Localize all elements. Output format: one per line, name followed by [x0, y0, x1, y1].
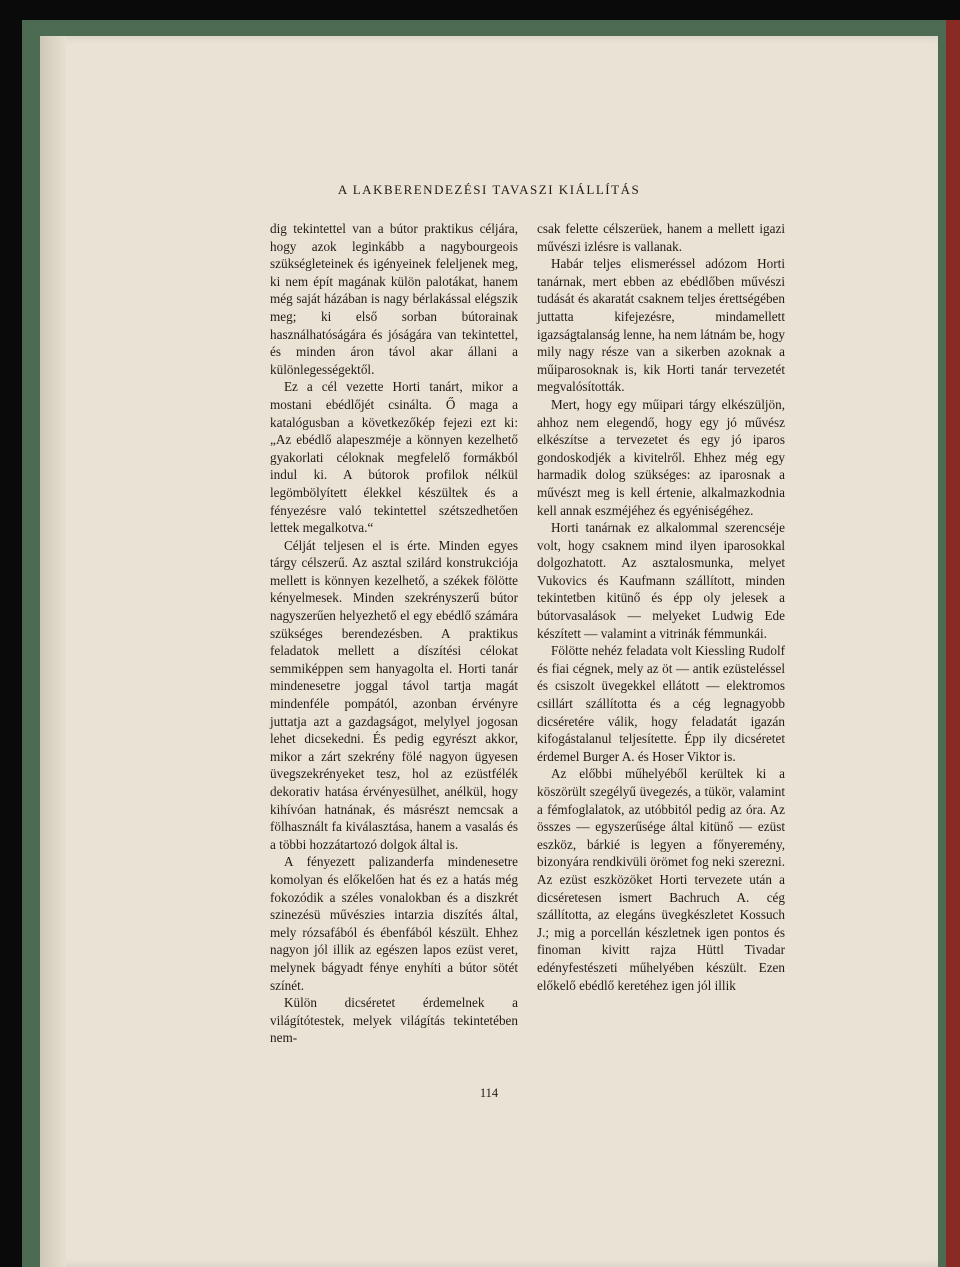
paragraph: dig tekintettel van a bútor praktikus céljára, hogy azok leginkább a nagybourgeois szükségleteinek és igényeinek feleljenek meg, ki nem épít magának külön palotákat, hanem még saját házában is nagy bérlakással elégszik meg; ki első sorban bútorainak használhatóságára és jóságára van tekintettel, és minden áron távol akar állani a különlegességektől.	[270, 221, 518, 377]
left-column	[270, 220, 518, 1047]
paragraph: Mert, hogy egy műipari tárgy elkészüljön, ahhoz nem elegendő, hogy egy jó művész elkészítse a tervezetet és egy jó iparos gondoskodjék a kivitelről. Ehhez még egy harmadik dolog szükséges: az iparosnak a művészt meg is kell értenie, alkalmazkodnia kell annak eszméjéhez és egyéniségéhez.	[537, 396, 785, 518]
book-spine-edge	[946, 20, 960, 1267]
paragraph: Külön dicséretet érdemelnek a világítótestek, melyek világítás tekintetében nem-	[270, 995, 518, 1046]
right-column	[537, 220, 785, 994]
paragraph: Célját teljesen el is érte. Minden egyes tárgy célszerű. Az asztal szilárd konstrukciója mellett is könnyen kezelhető, a székek fölötte kényelmesek. Minden szekrényszerű bútor nagyszerűen helyezhető el egy ebédlő számára szükséges berendezésben. A praktikus feladatok mellett a díszítési célokat semmiképpen sem hanyagolta el. Horti tanár mindenesetre joggal távol tartja magát mindenféle pompától, azonban érvényre juttatja azt a gazdagságot, melylyel jogosan lehet dicsekedni. És pedig egyrészt akkor, mikor a zárt szekrény fölé nagyon ügyesen üvegszekrényeket tesz, hol az ezüstfélék dekorativ hatása érvényesülhet, anélkül, hogy kihívóan hatnának, és másrészt nemcsak a fölhasznált fa kiválasztása, hanem a vasalás és a többi hozzátartozó dolgok által is.	[270, 537, 518, 852]
paragraph: Az előbbi műhelyéből kerültek ki a köszörült szegélyű üvegezés, a tükör, valamint a fémfoglalatok, az utóbbitól pedig az óra. Az összes — egyszerűsége által kitünő — ezüst eszköz, bárkié is legyen a főnyeremény, bizonyára rendkivüli örömet fog neki szerezni. Az ezüst eszközöket Horti tervezete után a dicséretesen ismert Bachruch A. cég szállította, az elegáns üvegkészletet Kossuch J.; mig a porcellán készletnek igen pontos és finoman kivitt rajza Hüttl Tivadar edényfestészeti műhelyében készült. Ezen előkelő ebédlő keretéhez igen jól illik	[537, 766, 785, 993]
paragraph: csak felette célszerüek, hanem a mellett igazi művészi izlésre is vallanak.	[537, 221, 785, 254]
book-page	[40, 36, 938, 1267]
page-number: 114	[479, 1086, 499, 1100]
running-header: A LAKBERENDEZÉSI TAVASZI KIÁLLÍTÁS	[337, 182, 641, 197]
paragraph: Habár teljes elismeréssel adózom Horti tanárnak, mert ebben az ebédlőben művészi tudását és akaratát csaknem teljes érettségében juttatta kifejezésre, mindamellett igazságtalanság lenne, ha nem látnám be, hogy mily nagy része van a sikerben azoknak a műiparosoknak is, kik Horti tanár tervezetét megvalósították.	[537, 256, 785, 395]
paragraph: Horti tanárnak ez alkalommal szerencséje volt, hogy csaknem mind ilyen iparosokkal dolgozhatott. Az asztalosmunka, melyet Vukovics és Kaufmann szállított, minden tekintetben kitünő és épp oly jelesek a bútorvasalások — melyeket Ludwig Ede készített — valamint a vitrinák fémmunkái.	[537, 520, 785, 641]
paragraph: Ez a cél vezette Horti tanárt, mikor a mostani ebédlőjét csinálta. Ő maga a katalógusban a következőkép fejezi ezt ki: „Az ebédlő alapeszméje a könnyen kezelhető gyakorlati céloknak megfelelő formákból indul ki. A bútorok profilok nélkül legömbölyített élekkel készültek és a fényezésre való tekintettel szétszedhetően lettek megalkotva.“	[270, 379, 518, 536]
page-gutter-shadow	[40, 36, 66, 1267]
paragraph: A fényezett palizanderfa mindenesetre komolyan és előkelően hat és ez a hatás még fokozódik a széles vonalokban és a diszkrét szinezésü művészies intarzia diszítés által, mely rózsafából és ébenfából készült. Ehhez nagyon jól illik az egészen lapos ezüst veret, melynek bágyadt fénye enyhíti a bútor sötét színét.	[270, 854, 518, 993]
paragraph: Fölötte nehéz feladata volt Kiessling Rudolf és fiai cégnek, mely az öt — antik ezüsteléssel és csiszolt üvegekkel ellátott — elektromos csillárt szállította és a cég legnagyobb dicséretére válik, hogy feladatát igazán kifogástalanul teljesítette. Épp ily dicséretet érdemel Burger A. és Hoser Viktor is.	[537, 643, 785, 764]
